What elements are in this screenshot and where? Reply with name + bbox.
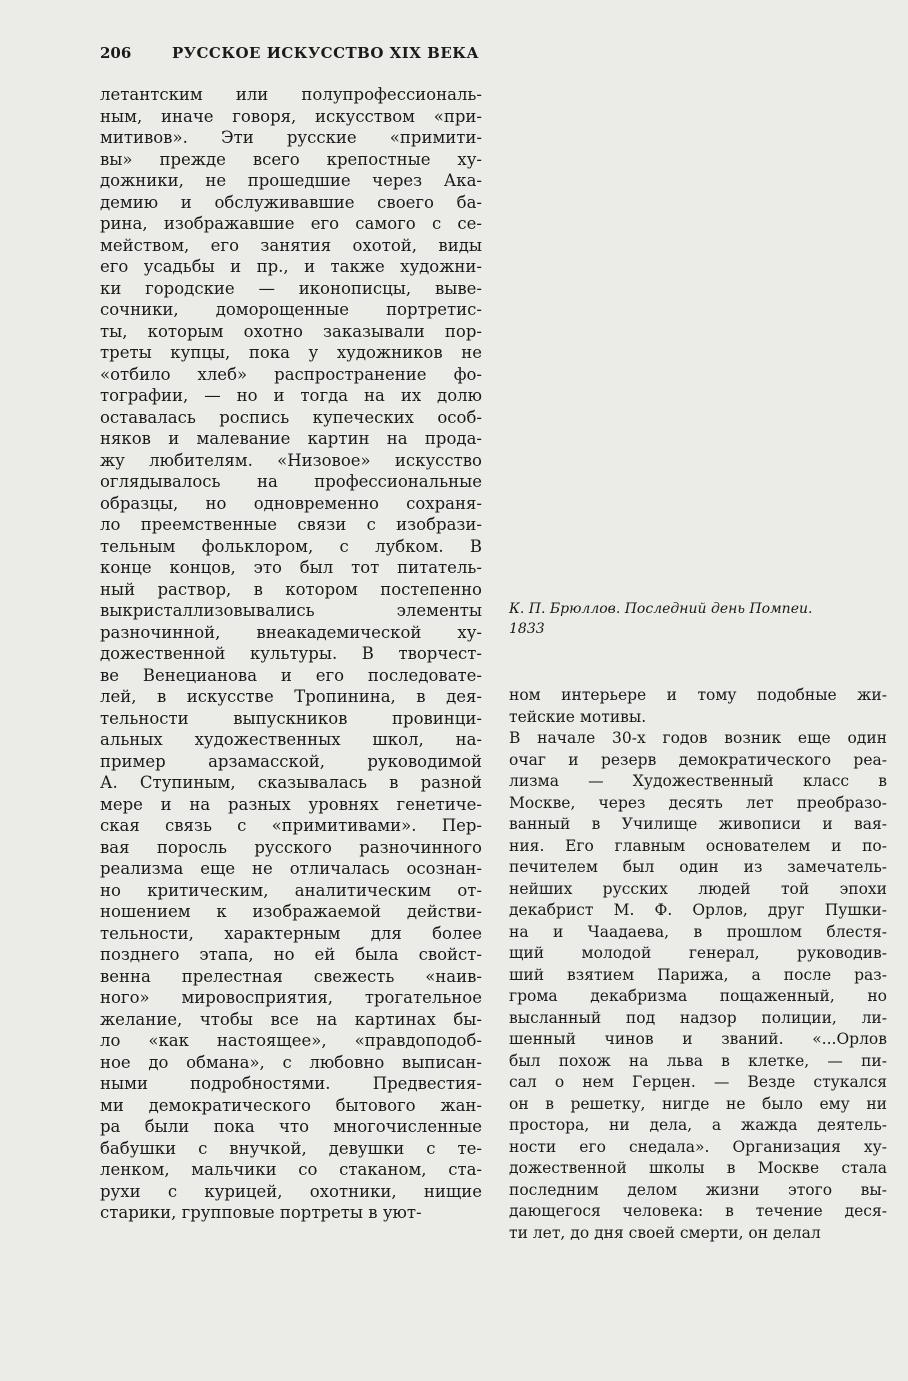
text-line: дожники, не прошедшие через Ака-	[100, 171, 482, 190]
text-line: разночинной, внеакадемической ху-	[100, 622, 482, 642]
text-line: ном интерьере и тому подобные жи-	[509, 686, 887, 704]
text-line: рухи с курицей, охотники, нищие	[100, 1181, 482, 1201]
text-line: его усадьбы и пр., и также художни-	[100, 257, 482, 276]
text-line: «отбило хлеб» распространение фо-	[100, 364, 482, 384]
text-line: простора, ни дела, а жажда деятель-	[509, 1116, 887, 1134]
text-line: демию и обслуживавшие своего ба-	[100, 192, 482, 212]
text-line: реализма еще не отличалась осознан-	[100, 859, 482, 878]
text-line: конце концов, это был тот питатель-	[100, 558, 482, 577]
text-line: ты, которым охотно заказывали пор-	[100, 321, 482, 341]
text-line: ти лет, до дня своей смерти, он делал	[509, 1223, 821, 1242]
text-line: треты купцы, пока у художников не	[100, 343, 482, 362]
text-line: ный раствор, в котором постепенно	[100, 579, 482, 599]
text-line: на и Чаадаева, в прошлом блестя-	[509, 922, 887, 941]
text-line: ло «как настоящее», «правдоподоб-	[100, 1031, 482, 1050]
text-line: ными подробностями. Предвестия-	[100, 1074, 482, 1093]
text-line: высланный под надзор полиции, ли-	[509, 1008, 887, 1027]
text-line: венна прелестная свежесть «наив-	[100, 966, 482, 986]
running-head: РУССКОЕ ИСКУССТВО XIX ВЕКА	[172, 44, 480, 62]
text-line: очаг и резерв демократического реа-	[509, 750, 887, 769]
text-line: старики, групповые портреты в уют-	[100, 1203, 422, 1222]
text-line: летантским или полупрофессиональ-	[100, 85, 482, 104]
caption-line: 1833	[509, 621, 545, 637]
text-line: тельным фольклором, с лубком. В	[100, 536, 482, 556]
text-line: няков и малевание картин на прода-	[100, 429, 482, 448]
text-line: ния. Его главным основателем и по-	[509, 836, 887, 855]
text-line: но критическим, аналитическим от-	[100, 880, 482, 900]
text-line: ми демократического бытового жан-	[100, 1095, 482, 1115]
text-line: лизма — Художественный класс в	[509, 772, 887, 790]
caption-line: К. П. Брюллов. Последний день Помпеи.	[509, 601, 813, 617]
text-line: ра были пока что многочисленные	[100, 1117, 482, 1136]
text-line: дающегося человека: в течение деся-	[509, 1202, 887, 1220]
text-line: тейские мотивы.	[509, 707, 647, 726]
text-line: последним делом жизни этого вы-	[509, 1180, 887, 1199]
text-line: печителем был один из замечатель-	[509, 858, 887, 876]
text-line: оглядывалось на профессиональные	[100, 472, 482, 491]
text-line: щий молодой генерал, руководив-	[509, 944, 887, 962]
page-number: 206	[100, 44, 132, 62]
text-line: ки городские — иконописцы, выве-	[100, 278, 482, 298]
text-line: митивов». Эти русские «примити-	[100, 128, 482, 147]
text-line: оставалась роспись купеческих особ-	[100, 407, 482, 427]
text-line: ве Венецианова и его последовате-	[100, 665, 482, 685]
text-line: тельности, характерным для более	[100, 923, 482, 943]
text-line: вая поросль русского разночинного	[100, 837, 482, 857]
figure-caption	[509, 599, 904, 639]
text-line: нейших русских людей той эпохи	[509, 879, 887, 898]
text-line: образцы, но одновременно сохраня-	[100, 493, 482, 513]
text-line: пример арзамасской, руководимой	[100, 751, 482, 771]
text-line: ская связь с «примитивами». Пер-	[100, 816, 482, 835]
text-line: мере и на разных уровнях генетиче-	[100, 794, 482, 814]
text-line: шенный чинов и званий. «...Орлов	[509, 1030, 887, 1048]
text-line: ношением к изображаемой действи-	[100, 902, 482, 921]
text-line: В начале 30-х годов возник еще один	[509, 729, 887, 747]
text-line: ленком, мальчики со стаканом, ста-	[100, 1160, 482, 1179]
text-line: бабушки с внучкой, девушки с те-	[100, 1138, 482, 1158]
text-line: А. Ступиным, сказывалась в разной	[100, 773, 482, 792]
text-line: лей, в искусстве Тропинина, в дея-	[100, 687, 482, 706]
right-text-column	[509, 685, 887, 1244]
text-line: ванный в Училище живописи и вая-	[509, 815, 887, 833]
text-line: тельности выпускников провинци-	[100, 708, 482, 728]
text-line: ло преемственные связи с изобрази-	[100, 515, 482, 534]
text-line: ший взятием Парижа, а после раз-	[509, 965, 887, 984]
text-line: ного» мировосприятия, трогательное	[100, 988, 482, 1007]
text-line: сал о нем Герцен. — Везде стукался	[509, 1073, 887, 1091]
text-line: альных художественных школ, на-	[100, 730, 482, 749]
text-line: ности его снедала». Организация ху-	[509, 1137, 887, 1156]
text-line: дожественной школы в Москве стала	[509, 1159, 887, 1177]
text-line: декабрист М. Ф. Орлов, друг Пушки-	[509, 901, 887, 919]
text-line: Москве, через десять лет преобразо-	[509, 793, 887, 812]
text-line: ным, иначе говоря, искусством «при-	[100, 106, 482, 126]
text-line: был похож на льва в клетке, — пи-	[509, 1051, 887, 1070]
text-line: тографии, — но и тогда на их долю	[100, 386, 482, 405]
text-line: ное до обмана», с любовно выписан-	[100, 1052, 482, 1072]
left-text-column	[100, 84, 482, 1224]
text-line: грома декабризма пощаженный, но	[509, 987, 887, 1005]
text-line: желание, чтобы все на картинах бы-	[100, 1009, 482, 1029]
text-line: он в решетку, нигде не было ему ни	[509, 1094, 887, 1113]
text-line: выкристаллизовывались элементы	[100, 601, 482, 620]
text-line: жу любителям. «Низовое» искусство	[100, 450, 482, 470]
text-line: позднего этапа, но ей была свойст-	[100, 945, 482, 964]
text-line: дожественной культуры. В творчест-	[100, 644, 482, 663]
text-line: сочники, доморощенные портретис-	[100, 300, 482, 319]
text-line: вы» прежде всего крепостные ху-	[100, 149, 482, 169]
text-line: мейством, его занятия охотой, виды	[100, 235, 482, 255]
text-line: рина, изображавшие его самого с се-	[100, 214, 482, 233]
